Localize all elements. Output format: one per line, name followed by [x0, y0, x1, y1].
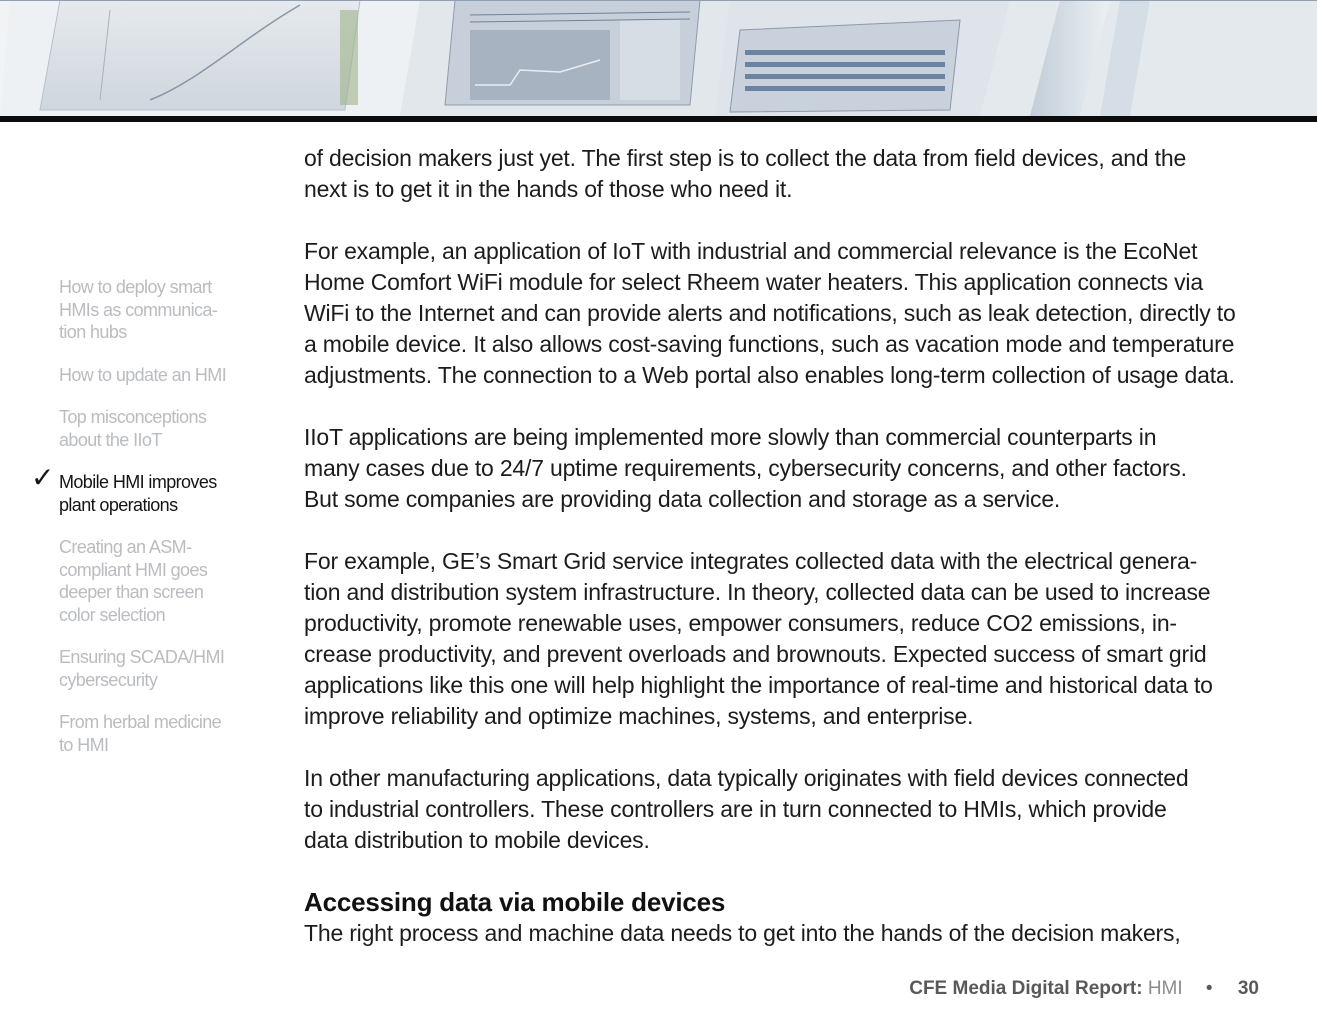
toc-item-label: deeper than screen: [59, 582, 204, 602]
section-heading: Accessing data via mobile devices: [304, 887, 726, 917]
paragraph-5: [304, 763, 1274, 856]
text-line: improve reliability and optimize machines, systems, and enterprise.: [304, 703, 974, 729]
toc-item-label: How to deploy smart: [59, 277, 212, 297]
toc-item-label: Ensuring SCADA/HMI: [59, 647, 225, 667]
text-line: productivity, promote renewable uses, empower consumers, reduce CO2 emissions, in-: [304, 610, 1177, 636]
toc-sidebar: [28, 276, 248, 776]
paragraph-3: [304, 422, 1274, 515]
text-line: For example, GE’s Smart Grid service integrates collected data with the electrical genera-: [304, 548, 1198, 574]
toc-item-label: From herbal medicine: [59, 712, 222, 732]
toc-item-label: Top misconceptions: [59, 407, 207, 427]
text-line: to industrial controllers. These controllers are in turn connected to HMIs, which provide: [304, 796, 1167, 822]
header-banner-image: [0, 0, 1317, 116]
checkmark-icon: ✓: [31, 461, 54, 494]
article-body: [304, 143, 1274, 980]
paragraph-2: [304, 236, 1274, 391]
toc-item-7[interactable]: [28, 711, 248, 756]
toc-item-3[interactable]: [28, 406, 248, 451]
text-line: In other manufacturing applications, data typically originates with field devices connected: [304, 765, 1189, 791]
toc-item-label: Creating an ASM-: [59, 537, 192, 557]
text-line: data distribution to mobile devices.: [304, 827, 650, 853]
text-line: crease productivity, and prevent overloads and brownouts. Expected success of smart grid: [304, 641, 1207, 667]
text-line: tion and distribution system infrastructure. In theory, collected data can be used to increase: [304, 579, 1211, 605]
page-number: 30: [1237, 978, 1259, 999]
toc-item-label: plant operations: [59, 494, 178, 515]
text-line: applications like this one will help highlight the importance of real-time and historical data to: [304, 672, 1213, 698]
footer-topic: HMI: [1147, 978, 1183, 999]
text-line: Home Comfort WiFi module for select Rheem water heaters. This application connects via: [304, 269, 1203, 295]
toc-item-label: compliant HMI goes: [59, 559, 208, 580]
toc-item-5[interactable]: [28, 536, 248, 626]
page-footer: [909, 978, 1259, 1000]
text-line: But some companies are providing data collection and storage as a service.: [304, 486, 1061, 512]
text-line: of decision makers just yet. The first step is to collect the data from field devices, and the: [304, 145, 1187, 171]
paragraph-4: [304, 546, 1274, 732]
text-line: next is to get it in the hands of those who need it.: [304, 176, 793, 202]
text-line: The right process and machine data needs to get into the hands of the decision makers,: [304, 920, 1181, 946]
toc-item-label: to HMI: [59, 734, 109, 755]
text-line: For example, an application of IoT with industrial and commercial relevance is the EcoNet: [304, 238, 1198, 264]
header-divider: [0, 116, 1317, 122]
footer-publication: CFE Media Digital Report:: [909, 978, 1143, 999]
toc-item-label: color selection: [59, 604, 166, 625]
toc-item-label: tion hubs: [59, 322, 127, 342]
paragraph-6: [304, 918, 1274, 949]
toc-item-label: HMIs as communica-: [59, 299, 218, 320]
hmi-screens-photo: [0, 0, 1317, 116]
toc-item-2[interactable]: [28, 364, 248, 387]
text-line: WiFi to the Internet and can provide alerts and notifications, such as leak detection, directly to: [304, 300, 1236, 326]
text-line: many cases due to 24/7 uptime requirements, cybersecurity concerns, and other factors.: [304, 455, 1187, 481]
toc-item-label: How to update an HMI: [59, 364, 227, 385]
text-line: adjustments. The connection to a Web portal also enables long-term collection of usage data.: [304, 362, 1235, 388]
text-line: a mobile device. It also allows cost-saving functions, such as vacation mode and temperature: [304, 331, 1235, 357]
toc-item-1[interactable]: [28, 276, 248, 344]
paragraph-1: [304, 143, 1274, 205]
toc-item-label: cybersecurity: [59, 669, 158, 690]
toc-item-4[interactable]: [28, 461, 248, 516]
toc-item-label: Mobile HMI improves: [59, 472, 217, 492]
toc-item-label: about the IIoT: [59, 429, 162, 450]
footer-separator: •: [1205, 978, 1213, 999]
toc-item-6[interactable]: [28, 646, 248, 691]
text-line: IIoT applications are being implemented more slowly than commercial counterparts in: [304, 424, 1157, 450]
